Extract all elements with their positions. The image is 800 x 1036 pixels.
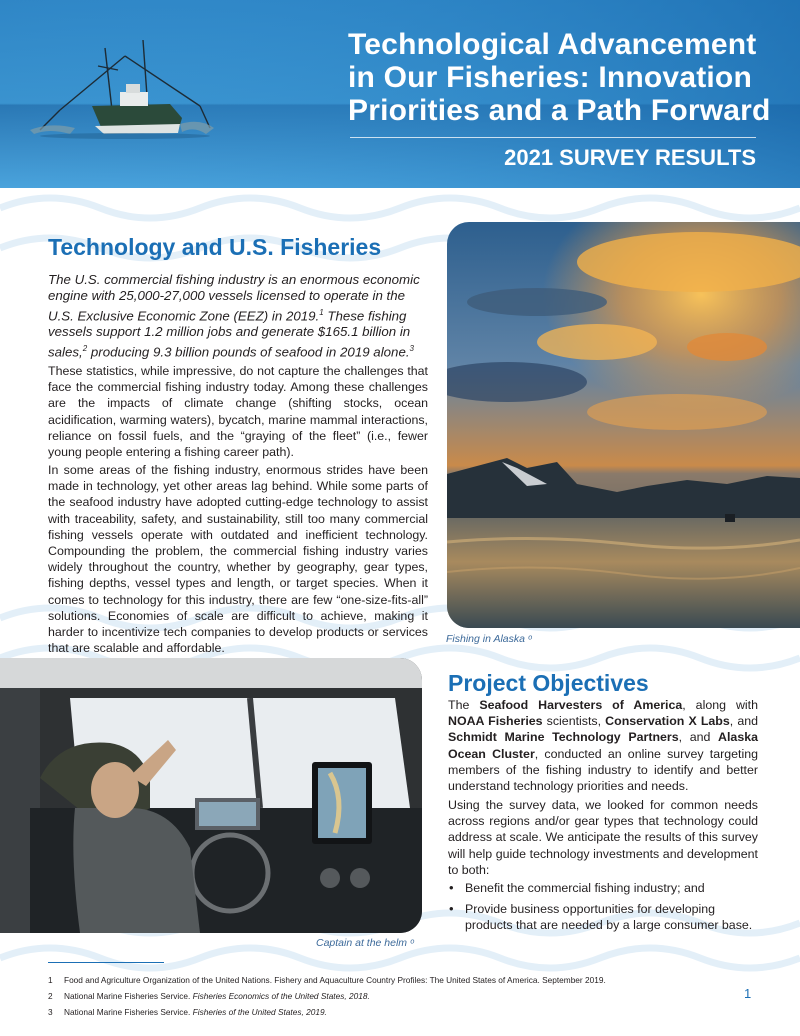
footnote-divider — [48, 962, 164, 963]
page-number: 1 — [744, 986, 752, 1001]
title-divider — [350, 137, 756, 138]
title-line-1: Technological Advancement — [348, 28, 757, 61]
document-title — [348, 28, 778, 127]
footnote-number: 2 — [48, 991, 53, 1001]
footnote-ref-2: 2 — [82, 343, 88, 353]
title-line-3: Priorities and a Path Forward — [348, 94, 771, 127]
org-noaa-fisheries: NOAA Fisheries — [448, 714, 543, 729]
body-paragraph-1: These statistics, while impressive, do not capture the challenges that face the commercial fishing industry today. Among these challenges are the impacts of climate change (shifting stocks, ocean acidification, warming waters), bycatch, marine mammal interactions, reliance on fossil fuels, and the “graying of the fleet” (i.e., fewer young people entering a fishing career path). — [48, 364, 428, 460]
footnote-ref-1: 1 — [319, 307, 324, 317]
alaska-sunset-photo — [447, 222, 800, 628]
footnote-2 — [48, 988, 748, 1004]
footnote-text: Food and Agriculture Organization of the United Nations. Fishery and Aquaculture Country Profiles: The United States of America. September 2019. — [64, 975, 606, 985]
footnote-title: Fisheries of the United States, 2019. — [192, 1007, 327, 1017]
footnote-text: National Marine Fisheries Service. — [64, 991, 193, 1001]
objectives-text-2: scientists, — [542, 714, 606, 729]
org-alaska-ocean-cluster: Alaska Ocean Cluster — [448, 730, 758, 761]
footnote-3 — [48, 1004, 748, 1020]
footnote-number: 3 — [48, 1007, 53, 1017]
footnote-title: Fisheries Economics of the United States, 2018. — [192, 991, 370, 1001]
alaska-photo-caption: Fishing in Alaska ᵒ — [446, 633, 533, 645]
body-paragraph-2: In some areas of the fishing industry, enormous strides have been made in technology, yet other areas lag behind. While some parts of the seafood industry have adopted cutting-edge technology to assist with traceability, safety, and sustainability, still too many commercial fishing vessels operate with outdated and inefficient technology. Compounding the problem, the commercial fishing industry varies widely throughout the country, whether by geography, gear types, fishing depths, vessel types and length, or target species. When it comes to technology for this industry, there are few “one-size-fits-all” solutions. Economies of scale are difficult to achieve, making it harder to incentivize tech companies to develop products or services that are scalable and affordable. — [48, 463, 428, 656]
captain-at-helm-photo — [0, 658, 422, 933]
bullet-item-2: • Provide business opportunities for developing products that are needed by a large consumer base. — [448, 901, 758, 933]
lead-text-3: producing 9.3 billion pounds of seafood in 2019 alone. — [87, 344, 410, 360]
lead-paragraph — [48, 272, 426, 360]
objectives-text-5: , conducted an online survey targeting members of the fishing industry to identify and better understand technology priorities and needs. — [448, 746, 758, 794]
section-heading-technology: Technology and U.S. Fisheries — [48, 234, 382, 260]
footnote-ref-3: 3 — [409, 343, 414, 353]
lead-text-2: These fishing vessels support 1.2 million jobs and generate $165.1 billion in sales, — [48, 308, 411, 360]
objectives-paragraph-1 — [448, 697, 758, 794]
objectives-text-4: , and — [678, 730, 719, 745]
footnotes — [48, 972, 748, 1020]
footnote-number: 1 — [48, 975, 53, 985]
survey-subtitle: 2021 SURVEY RESULTS — [504, 145, 756, 170]
objectives-bullet-list — [448, 880, 758, 938]
header-banner — [0, 0, 800, 188]
objectives-text-1: , along with — [682, 698, 758, 712]
org-seafood-harvesters: Seafood Harvesters of America — [479, 698, 683, 712]
captain-photo-caption: Captain at the helm ᵒ — [316, 937, 415, 949]
org-schmidt-marine: Schmidt Marine Technology Partners — [448, 730, 679, 745]
bullet-item-1: • Benefit the commercial fishing industry; and — [448, 880, 758, 896]
org-conservation-x-labs: Conservation X Labs — [605, 714, 730, 729]
lead-text-1: The U.S. commercial fishing industry is an enormous economic engine with 25,000-27,000 vessels licensed to operate in the U.S. Exclusive Economic Zone (EEZ) in 2019. — [48, 272, 420, 324]
objectives-text-prefix: The — [448, 698, 480, 712]
objectives-text-3: , and — [729, 714, 758, 729]
footnote-text: National Marine Fisheries Service. — [64, 1007, 193, 1017]
footnote-1 — [48, 972, 748, 988]
section-heading-objectives: Project Objectives — [448, 670, 649, 696]
objectives-paragraph-2: Using the survey data, we looked for common needs across regions and/or gear types that technology could address at scale. We anticipate the results of this survey will help guide technology investments and development to both: — [448, 798, 758, 877]
title-line-2: in Our Fisheries: Innovation — [348, 61, 752, 94]
